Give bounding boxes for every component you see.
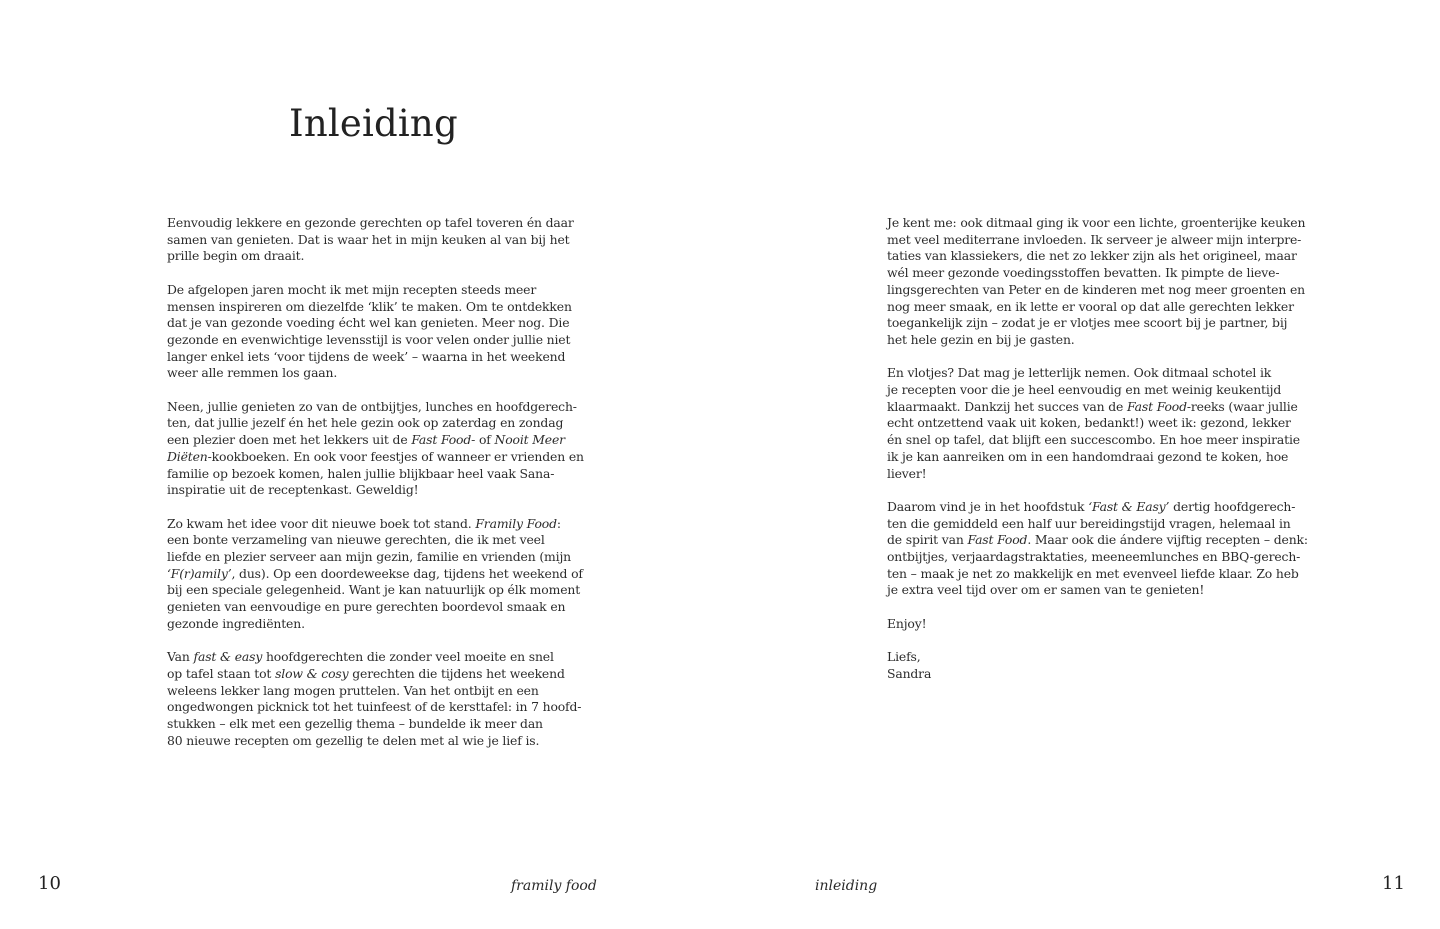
- text-line: weer alle remmen los gaan.: [167, 365, 338, 381]
- text-line: met veel mediterrane invloeden. Ik serveer je alweer mijn interpre-: [887, 231, 1302, 247]
- emphasis-slow-cosy: slow & cosy: [275, 665, 349, 681]
- text-line: genieten van eenvoudige en pure gerechten boordevol smaak en: [167, 599, 566, 615]
- right-page: [720, 0, 1440, 929]
- text-line: een bonte verzameling van nieuwe gerechten, die ik met veel: [167, 532, 545, 548]
- page-number-right: 11: [1382, 873, 1405, 894]
- text-line: ten, dat jullie jezelf én het hele gezin ook op zaterdag en zondag: [167, 415, 564, 431]
- text-line: stukken – elk met een gezellig thema – bundelde ik meer dan: [167, 716, 543, 732]
- text-line: je recepten voor die je heel eenvoudig en met weinig keukentijd: [887, 382, 1282, 398]
- paragraph: [167, 515, 583, 633]
- emphasis-fast-easy: fast & easy: [193, 649, 263, 665]
- text-line: gezonde en evenwichtige levensstijl is voor velen onder jullie niet: [167, 331, 571, 347]
- text-line: samen van genieten. Dat is waar het in mijn keuken al van bij het: [167, 231, 570, 247]
- text-line: de spirit van Fast Food. Maar ook die ándere vijftig recepten – denk:: [887, 532, 1308, 548]
- text-line: taties van klassiekers, die net zo lekker zijn als het origineel, maar: [887, 248, 1297, 264]
- book-title-dieten: Diëten: [167, 448, 208, 464]
- text-line: En vlotjes? Dat mag je letterlijk nemen. Ook ditmaal schotel ik: [887, 365, 1272, 381]
- text-line: liever!: [887, 465, 927, 481]
- text-line: nog meer smaak, en ik lette er vooral op dat alle gerechten lekker: [887, 298, 1294, 314]
- text-line: mensen inspireren om diezelfde ‘klik’ te maken. Om te ontdekken: [167, 298, 572, 314]
- right-column-text: [887, 215, 1308, 699]
- text-line: op tafel staan tot slow & cosy gerechten die tijdens het weekend: [167, 665, 565, 681]
- text-line: prille begin om draait.: [167, 248, 305, 264]
- running-head-left: framily food: [511, 878, 597, 894]
- text-line: 80 nieuwe recepten om gezellig te delen met al wie je lief is.: [167, 732, 540, 748]
- chapter-title-fast-easy: ‘Fast & Easy’: [1088, 498, 1170, 514]
- text-line: weleens lekker lang mogen pruttelen. Van het ontbijt en een: [167, 682, 539, 698]
- text-line: ten die gemiddeld een half uur bereidingstijd vragen, helemaal in: [887, 515, 1291, 531]
- text-line: ten – maak je net zo makkelijk en met evenveel liefde klaar. Zo heb: [887, 565, 1299, 581]
- running-head-right: inleiding: [815, 878, 878, 894]
- paragraph: [167, 281, 572, 382]
- paragraph-enjoy: [887, 616, 1287, 633]
- book-title-fast-food: Fast Food: [1127, 398, 1187, 414]
- paragraph: [887, 498, 1308, 599]
- text-line: Daarom vind je in het hoofdstuk ‘Fast & Easy’ dertig hoofdgerech-: [887, 498, 1296, 514]
- text-line: ongedwongen picknick tot het tuinfeest of de kersttafel: in 7 hoofd-: [167, 699, 582, 715]
- text-line: Diëten-kookboeken. En ook voor feestjes of wanneer er vrienden en: [167, 448, 584, 464]
- book-title-framily-food: Framily Food: [475, 515, 557, 531]
- text-line: toegankelijk zijn – zodat je er vlotjes mee scoort bij je partner, bij: [887, 315, 1288, 331]
- signature-name: Sandra: [887, 665, 932, 681]
- signature: [887, 649, 1287, 682]
- page-number-left: 10: [38, 873, 61, 894]
- text-line: klaarmaakt. Dankzij het succes van de Fast Food-reeks (waar jullie: [887, 398, 1298, 414]
- text-line: Enjoy!: [887, 615, 927, 631]
- book-title-nooit-meer: Nooit Meer: [494, 432, 565, 448]
- paragraph: [167, 398, 584, 499]
- text-line: ik je kan aanreiken om in een handomdraai gezond te koken, hoe: [887, 448, 1289, 464]
- book-title-fast-food: Fast Food-: [411, 432, 476, 448]
- text-line: liefde en plezier serveer aan mijn gezin, familie en vrienden (mijn: [167, 549, 571, 565]
- text-line: inspiratie uit de receptenkast. Geweldig!: [167, 482, 419, 498]
- text-line: Je kent me: ook ditmaal ging ik voor een lichte, groenterijke keuken: [887, 215, 1306, 230]
- text-line: Van fast & easy hoofdgerechten die zonder veel moeite en snel: [167, 649, 554, 665]
- left-column-text: [167, 215, 584, 766]
- text-line: Eenvoudig lekkere en gezonde gerechten op tafel toveren én daar: [167, 215, 574, 230]
- text-line: gezonde ingrediënten.: [167, 615, 305, 631]
- text-line: wél meer gezonde voedingsstoffen bevatten. Ik pimpte de lieve-: [887, 265, 1280, 281]
- paragraph: [887, 215, 1306, 349]
- paragraph: [167, 215, 574, 265]
- book-title-fast-food: Fast Food: [967, 532, 1028, 548]
- text-line: én snel op tafel, dat blijft een succescombo. En hoe meer inspiratie: [887, 432, 1300, 448]
- text-line: Zo kwam het idee voor dit nieuwe boek tot stand. Framily Food:: [167, 515, 561, 531]
- text-line: Neen, jullie genieten zo van de ontbijtjes, lunches en hoofdgerech-: [167, 398, 577, 414]
- paragraph: [887, 365, 1300, 482]
- text-line: bij een speciale gelegenheid. Want je kan natuurlijk op élk moment: [167, 582, 581, 598]
- text-line: Liefs,: [887, 649, 921, 665]
- text-line: lingsgerechten van Peter en de kinderen met nog meer groenten en: [887, 281, 1305, 297]
- text-line: ontbijtjes, verjaardagstraktaties, meeneemlunches en BBQ-gerech-: [887, 549, 1301, 565]
- text-line: De afgelopen jaren mocht ik met mijn recepten steeds meer: [167, 281, 537, 297]
- text-line: je extra veel tijd over om er samen van te genieten!: [887, 582, 1205, 598]
- text-line: ‘F(r)amily’, dus). Op een doordeweekse dag, tijdens het weekend of: [167, 565, 583, 581]
- text-line: een plezier doen met het lekkers uit de Fast Food- of Nooit Meer: [167, 432, 565, 448]
- text-line: familie op bezoek komen, halen jullie blijkbaar heel vaak Sana-: [167, 465, 555, 481]
- text-line: echt ontzettend vaak uit koken, bedankt!) weet ik: gezond, lekker: [887, 415, 1291, 431]
- emphasis-framily: ‘F(r)amily’: [167, 565, 232, 581]
- text-line: het hele gezin en bij je gasten.: [887, 331, 1075, 347]
- paragraph: [167, 649, 582, 749]
- text-line: dat je van gezonde voeding écht wel kan genieten. Meer nog. Die: [167, 315, 570, 331]
- text-line: langer enkel iets ‘voor tijdens de week’ – waarna in het weekend: [167, 348, 566, 364]
- page-title: Inleiding: [289, 102, 458, 145]
